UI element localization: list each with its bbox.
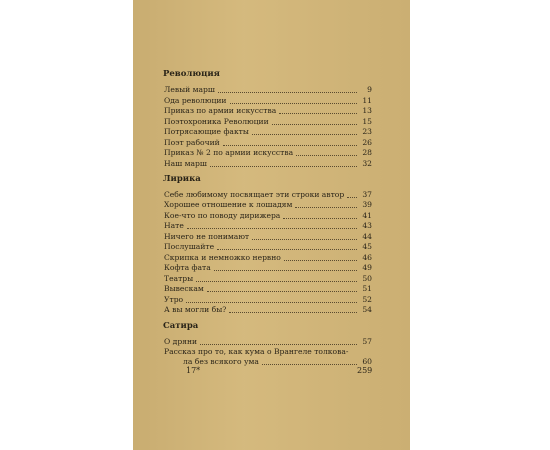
toc-entry [164,199,372,210]
toc-entry-page: 26 [362,137,372,147]
toc-entry-title: О дряни [164,336,198,346]
toc-entry [164,158,372,169]
dot-leader [210,166,357,167]
dot-leader [252,134,357,135]
dot-leader [218,92,357,93]
toc-entry-title: Скрипка и немножко нервно [164,252,281,262]
toc-entry [164,105,372,116]
toc-entry-page: 54 [362,304,372,314]
toc-entry-page: 57 [362,336,372,346]
section-title-lyrics: Лирика [163,174,201,184]
toc-entry-title: Рассказ про то, как кума о Врангеле толкова- [164,346,349,356]
toc-entry-title: Приказ № 2 по армии искусства [164,147,294,157]
toc-entry-page: 39 [362,199,372,209]
toc-entry-page: 37 [362,189,372,199]
section-title-revolution: Революция [163,69,220,79]
toc-entry-page: 46 [362,252,372,262]
dot-leader [196,281,357,282]
dot-leader [187,228,357,229]
dot-leader [207,291,357,292]
toc-entry-title: Театры [164,273,194,283]
dot-leader [296,155,357,156]
toc-entry [164,283,372,294]
printer-signature: 17* [186,366,201,375]
dot-leader [262,364,357,365]
section-title-satire: Сатира [163,321,199,331]
toc-entry-title: ла без всякого ума [183,356,259,366]
toc-entry-title: Поэтохроника Революции [164,116,269,126]
toc-entry [164,147,372,158]
toc-entry-page: 13 [362,105,372,115]
toc-entry [164,241,372,252]
dot-leader [295,207,357,208]
toc-entry [164,262,372,273]
dot-leader [217,249,357,250]
dot-leader [229,312,357,313]
dot-leader [200,344,357,345]
toc-entry-page: 28 [362,147,372,157]
toc-entry-title: А вы могли бы? [164,304,227,314]
book-page [133,0,410,450]
toc-entry-page: 52 [362,294,372,304]
toc-entry-page: 50 [362,273,372,283]
toc-entry [164,220,372,231]
toc-entry-page: 45 [362,241,372,251]
toc-entry-title: Нате [164,220,184,230]
toc-entry [164,84,372,95]
toc-entry-title: Послушайте [164,241,215,251]
toc-entry-title: Левый марш [164,84,215,94]
toc-entry-title: Кофта фата [164,262,211,272]
toc-entry-title: Приказ по армии искусства [164,105,277,115]
toc-entry-page: 15 [362,116,372,126]
dot-leader [283,218,357,219]
dot-leader [230,103,358,104]
toc-entry [164,304,372,315]
toc-entry-title: Кое-что по поводу дирижера [164,210,281,220]
toc-entry-page: 23 [362,126,372,136]
toc-entry-title: Хорошее отношение к лошадям [164,199,293,209]
dot-leader [252,239,357,240]
toc-entry-title: Потрясающие факты [164,126,249,136]
dot-leader [347,197,357,198]
toc-entry-title: Утро [164,294,184,304]
toc-entry-title: Ничего не понимают [164,231,250,241]
toc-entry-page: 32 [362,158,372,168]
toc-entry-title: Вывескам [164,283,204,293]
dot-leader [223,145,357,146]
toc-entry-title: Наш марш [164,158,207,168]
toc-entry-page: 49 [362,262,372,272]
toc-entry-page: 51 [362,283,372,293]
toc-entry-title: Поэт рабочий [164,137,220,147]
toc-entry-continuation [183,356,372,367]
toc-entry-title: Ода революции [164,95,227,105]
toc-entry-page: 9 [367,84,372,94]
dot-leader [186,302,357,303]
dot-leader [284,260,357,261]
page-number: 259 [357,366,373,375]
dot-leader [214,270,357,271]
toc-entry-title: Себе любимому посвящает эти строки автор [164,189,345,199]
toc-entry-page: 11 [362,95,372,105]
dot-leader [279,113,357,114]
dot-leader [272,124,357,125]
toc-entry-page: 60 [362,356,372,366]
toc-entry-page: 41 [362,210,372,220]
toc-entry-page: 43 [362,220,372,230]
toc-entry [164,126,372,137]
toc-entry-page: 44 [362,231,372,241]
